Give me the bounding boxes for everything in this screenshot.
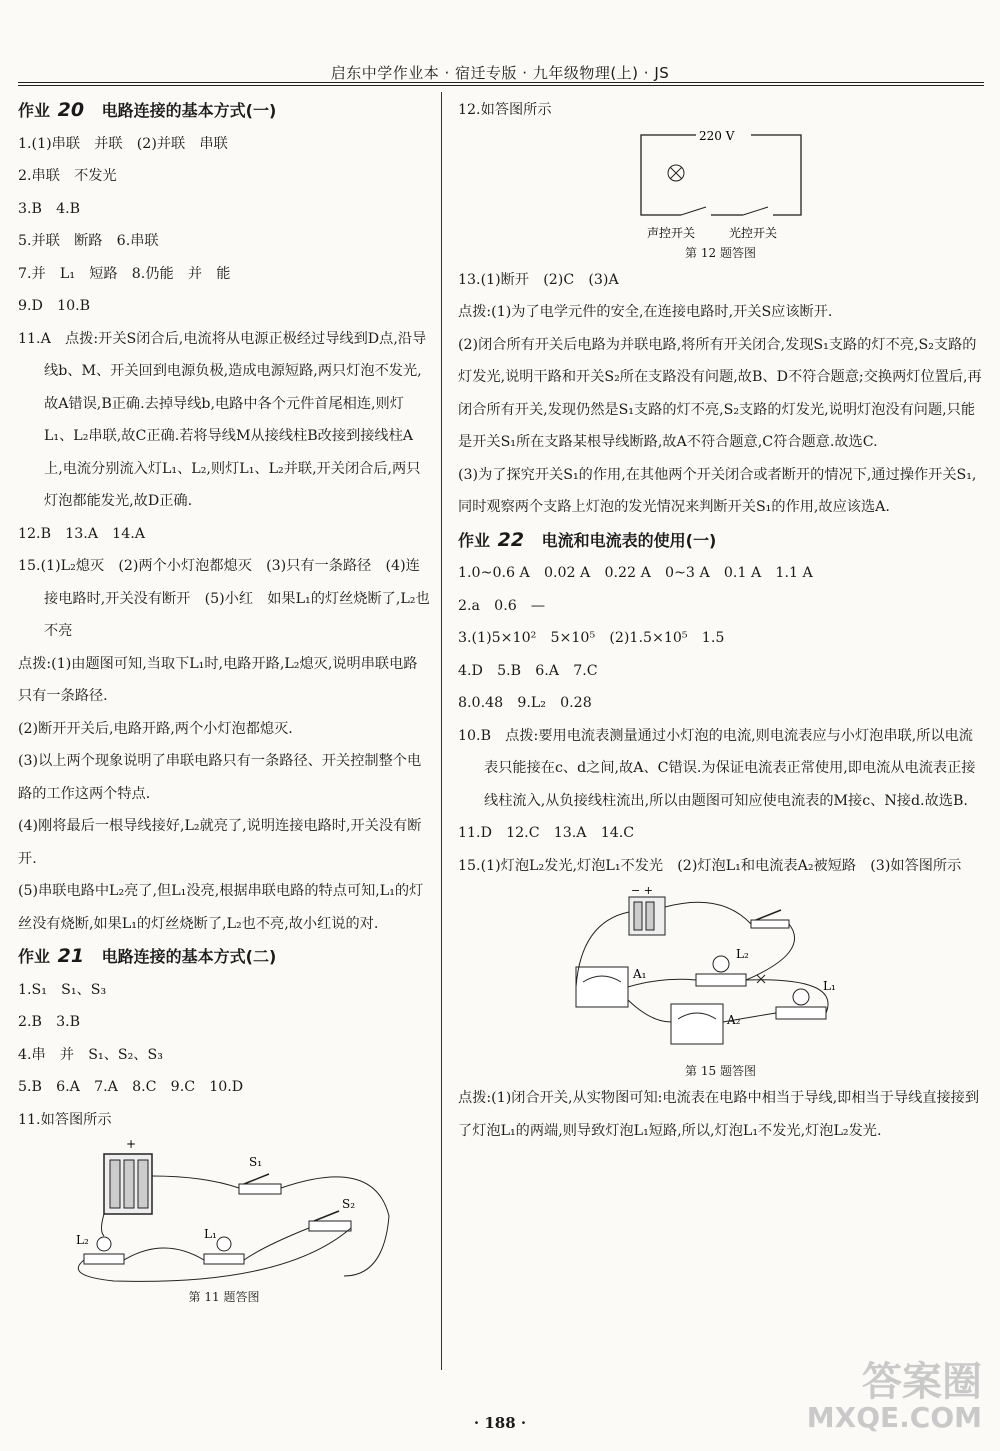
answer-line: 4.串 并 S₁、S₂、S₃: [18, 1046, 163, 1063]
figure-12-circuit: [601, 127, 841, 242]
answer-line: 8.0.48 9.L₂ 0.28: [458, 695, 592, 711]
column-divider: [441, 92, 442, 1370]
heading-number: 21: [57, 945, 85, 967]
hint-paragraph: (2)断开开关后,电路开路,两个小灯泡都熄灭.: [18, 720, 293, 737]
header-rule-thin: [18, 85, 984, 86]
label-l2: L₂: [76, 1233, 89, 1247]
heading-label: 作业: [18, 947, 51, 966]
answer-line: 11.如答图所示: [18, 1111, 112, 1128]
heading-title: 电路连接的基本方式(一): [101, 101, 277, 120]
answer-line: 7.并 L₁ 短路 8.仍能 并 能: [18, 265, 231, 282]
answer-line: 3.(1)5×10² 5×10⁵ (2)1.5×10⁵ 1.5: [458, 630, 725, 646]
figure-15-caption: 第 15 题答图: [685, 1064, 756, 1078]
battery-polarity: − +: [630, 884, 653, 897]
heading-title: 电流和电流表的使用(一): [541, 530, 717, 550]
figure-11-caption: 第 11 题答图: [188, 1290, 260, 1304]
answer-line: 4.D 5.B 6.A 7.C: [458, 662, 598, 679]
section-heading-21: [18, 940, 430, 974]
figure-15-circuit: [561, 882, 881, 1060]
label-a2: A₂: [726, 1013, 740, 1027]
answer-paragraph: 10.B 点拨:要用电流表测量通过小灯泡的电流,则电流表应与小灯泡串联,所以电流表只能接在c、d之间,故A、C错误.为保证电流表正常使用,即电流从电流表正接线柱流入,从负接线柱流出,所以由题图可知应使电流表的M接c、N接d.故选B.: [458, 727, 976, 809]
page-header: 启东中学作业本 · 宿迁专版 · 九年级物理(上) · JS: [330, 64, 670, 82]
answer-line: 9.D 10.B: [18, 298, 91, 314]
section-heading-22: [458, 524, 983, 558]
hint-paragraph: 点拨:(1)闭合开关,从实物图可知:电流表在电路中相当于导线,即相当于导线直接接到了灯泡L₁的两端,则导致灯泡L₁短路,所以,灯泡L₁不发光,灯泡L₂发光.: [458, 1090, 980, 1139]
answer-line: 2.B 3.B: [18, 1014, 81, 1030]
section-heading-20: [18, 94, 430, 128]
figure-11-circuit: [54, 1136, 394, 1286]
answer-line: 11.D 12.C 13.A 14.C: [458, 825, 635, 841]
hint-paragraph: (4)刚将最后一根导线接好,L₂就亮了,说明连接电路时,开关没有断开.: [18, 818, 422, 867]
answer-line: 12.如答图所示: [458, 102, 552, 118]
left-column: [18, 94, 430, 1308]
answer-line: 12.B 13.A 14.A: [18, 525, 145, 542]
answer-line: 1.(1)串联 并联 (2)并联 串联: [18, 135, 228, 152]
heading-number: 22: [497, 528, 525, 551]
page-number: · 188 ·: [473, 1414, 527, 1432]
watermark-line-2: MXQE.COM: [806, 1401, 982, 1434]
hint-paragraph: 点拨:(1)由题图可知,当取下L₁时,电路开路,L₂熄灭,说明串联电路只有一条路径.: [18, 655, 418, 704]
watermark: [806, 1359, 982, 1434]
answer-paragraph: 11.A 点拨:开关S闭合后,电流将从电源正极经过导线到D点,沿导线b、M、开关回到电源负极,造成电源短路,两只灯泡不发光,故A错误,B正确.去掉导线b,电路中各个元件首尾相连,则灯L₁、L₂串联,故C正确.若将导线M从接线柱B改接到接线柱A上,电流分别流入灯L₁、L₂,则灯L₁、L₂并联,开关闭合后,两只灯泡都能发光,故D正确.: [18, 330, 427, 509]
hint-paragraph: (5)串联电路中L₂亮了,但L₁没亮,根据串联电路的特点可知,L₁的灯丝没有烧断,如果L₁的灯丝烧断了,L₂也不亮,故小红说的对.: [18, 883, 424, 932]
label-sound-switch: 声控开关: [646, 225, 695, 240]
label-l1: L₁: [822, 979, 836, 993]
heading-label: 作业: [18, 101, 51, 120]
answer-line: 1.S₁ S₁、S₃: [18, 981, 107, 998]
answer-line: 5.B 6.A 7.A 8.C 9.C 10.D: [18, 1079, 244, 1095]
label-a1: A₁: [632, 967, 646, 981]
label-s2: S₂: [342, 1197, 356, 1211]
answer-line: 13.(1)断开 (2)C (3)A: [458, 271, 619, 288]
answer-line: 5.并联 断路 6.串联: [18, 233, 159, 249]
label-light-switch: 光控开关: [728, 225, 777, 240]
figure-12-caption: 第 12 题答图: [685, 245, 756, 260]
hint-paragraph: 点拨:(1)为了电学元件的安全,在连接电路时,开关S应该断开.: [458, 304, 833, 320]
header-rule: [18, 82, 984, 83]
answer-paragraph: 15.(1)L₂熄灭 (2)两个小灯泡都熄灭 (3)只有一条路径 (4)连接电路时,开关没有断开 (5)小红 如果L₁的灯丝烧断了,L₂也不亮: [18, 558, 430, 639]
label-l1: L₁: [204, 1227, 217, 1241]
hint-paragraph: (2)闭合所有开关后电路为并联电路,将所有开关闭合,发现S₁支路的灯不亮,S₂支路的灯发光,说明干路和开关S₂所在支路没有问题,故B、D不符合题意;交换两灯位置后,再闭合所有开关,发现仍然是S₁支路的灯不亮,S₂支路的灯发光,说明灯泡没有问题,只能是开关S₁所在支路某根导线断路,故A不符合题意,C符合题意.故选C.: [458, 336, 982, 450]
answer-line: 2.串联 不发光: [18, 168, 117, 184]
label-voltage: 220 V: [698, 128, 734, 143]
answer-line: 3.B 4.B: [18, 200, 81, 217]
answer-paragraph: 15.(1)灯泡L₂发光,灯泡L₁不发光 (2)灯泡L₁和电流表A₂被短路 (3)如答图所示: [458, 857, 962, 874]
right-column: [458, 94, 983, 1147]
label-l2: L₂: [735, 947, 749, 961]
battery-plus: +: [126, 1137, 137, 1151]
label-s1: S₁: [249, 1155, 263, 1169]
answer-line: 1.0~0.6 A 0.02 A 0.22 A 0~3 A 0.1 A 1.1 A: [458, 565, 813, 581]
hint-paragraph: (3)为了探究开关S₁的作用,在其他两个开关闭合或者断开的情况下,通过操作开关S₁,同时观察两个支路上灯泡的发光情况来判断开关S₁的作用,故应该选A.: [458, 466, 977, 515]
hint-paragraph: (3)以上两个现象说明了串联电路只有一条路径、开关控制整个电路的工作这两个特点.: [18, 753, 422, 802]
heading-label: 作业: [458, 530, 491, 550]
heading-number: 20: [57, 99, 85, 121]
answer-line: 2.a 0.6 —: [458, 597, 546, 614]
watermark-line-1: 答案圈: [862, 1359, 982, 1405]
heading-title: 电路连接的基本方式(二): [101, 947, 277, 966]
